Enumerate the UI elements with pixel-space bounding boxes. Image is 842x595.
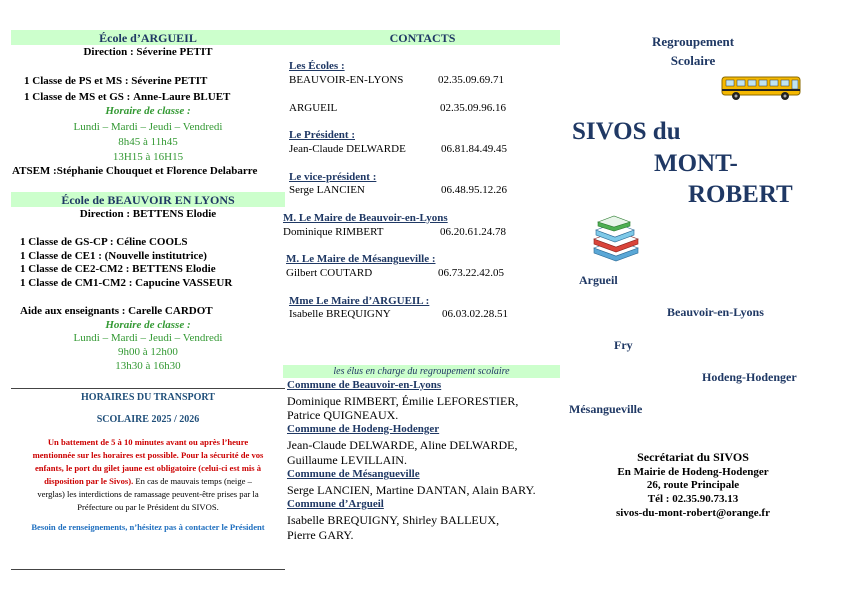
vice-president-name: Serge LANCIEN xyxy=(289,184,365,196)
commune-argueil-elus-1: Isabelle BREQUIGNY, Shirley BALLEUX, xyxy=(287,513,500,527)
beauvoir-aide: Aide aux enseignants : Carelle CARDOT xyxy=(20,305,213,317)
beauvoir-classe-2: 1 Classe de CE1 : (Nouvelle institutrice) xyxy=(20,250,207,262)
president-name: Jean-Claude DELWARDE xyxy=(289,143,406,155)
commune-beauvoir-heading: Commune de Beauvoir-en-Lyons xyxy=(287,379,442,391)
vice-president-heading: Le vice-président : xyxy=(289,171,377,183)
transport-weather-line-2: verglas) les interdictions de ramassage peuvent-être prises par la xyxy=(37,489,259,499)
commune-mesangueville-heading: Commune de Mésangueville xyxy=(287,468,420,480)
beauvoir-morning-hours: 9h00 à 12h00 xyxy=(118,346,178,358)
commune-argueil-heading: Commune d’Argueil xyxy=(287,498,384,510)
ecole-argueil-title: École d’ARGUEIL xyxy=(99,31,197,45)
regroupement-line-2: Scolaire xyxy=(670,53,716,68)
argueil-atsem: ATSEM :Stéphanie Chouquet et Florence Delabarre xyxy=(12,165,258,177)
village-beauvoir-en-lyons: Beauvoir-en-Lyons xyxy=(667,305,764,319)
maire-mesangueville-heading: M. Le Maire de Mésangueville : xyxy=(286,253,436,265)
secretariat-email: sivos-du-mont-robert@orange.fr xyxy=(616,507,770,519)
sivos-title-line-1: SIVOS du xyxy=(572,118,681,145)
transport-warning-line-3: enfants, le port du gilet jaune est obligatoire (celui-ci est mis à xyxy=(34,463,262,473)
argueil-classe-2 xyxy=(24,91,230,103)
secretariat-address-2: 26, route Principale xyxy=(646,479,740,491)
elus-title: les élus en charge du regroupement scolaire xyxy=(333,366,510,377)
argueil-morning-hours: 8h45 à 11h45 xyxy=(118,136,178,148)
secretariat-title: Secrétariat du SIVOS xyxy=(637,450,749,464)
maire-beauvoir-phone: 06.20.61.24.78 xyxy=(440,226,506,238)
argueil-afternoon-hours: 13H15 à 16H15 xyxy=(112,151,184,163)
classe-2-label: 1 Classe de MS et GS : xyxy=(24,91,131,103)
beauvoir-horaire-title: Horaire de classe : xyxy=(105,319,191,331)
transport-warning-line-2: mentionnée sur les horaires est possible. Pour la sécurité de vos xyxy=(32,450,264,460)
transport-weather-start: En cas de mauvais temps (neige – xyxy=(133,476,252,486)
transport-bottom-divider xyxy=(11,569,285,570)
village-hodeng-hodenger: Hodeng-Hodenger xyxy=(702,370,797,384)
argueil-classe-1 xyxy=(24,75,207,87)
transport-title-line-1: HORAIRES DU TRANSPORT xyxy=(81,392,215,403)
commune-hodeng-elus-2: Guillaume LEVILLAIN. xyxy=(287,453,407,467)
ecole-beauvoir-phone: 02.35.09.69.71 xyxy=(438,74,504,86)
transport-title-line-2: SCOLAIRE 2025 / 2026 xyxy=(96,414,200,425)
argueil-horaire-title: Horaire de classe : xyxy=(105,105,191,117)
ecole-beauvoir-title: École de BEAUVOIR EN LYONS xyxy=(61,193,235,207)
ecole-argueil-contact: ARGUEIL xyxy=(289,102,338,114)
commune-hodeng-elus-1: Jean-Claude DELWARDE, Aline DELWARDE, xyxy=(287,438,518,452)
maire-beauvoir-heading: M. Le Maire de Beauvoir-en-Lyons xyxy=(283,212,448,224)
beauvoir-afternoon-hours: 13h30 à 16h30 xyxy=(115,360,181,372)
maire-mesangueville-name: Gilbert COUTARD xyxy=(286,267,373,279)
president-phone: 06.81.84.49.45 xyxy=(441,143,507,155)
regroupement-line-1: Regroupement xyxy=(651,34,735,49)
books-stack-icon xyxy=(591,214,641,267)
sivos-title-line-2: MONT- xyxy=(654,150,738,177)
argueil-direction: Direction : Séverine PETIT xyxy=(83,46,213,58)
beauvoir-days: Lundi – Mardi – Jeudi – Vendredi xyxy=(73,332,223,344)
classe-1-teacher: Séverine PETIT xyxy=(131,75,208,87)
maire-argueil-heading: Mme Le Maire d’ARGUEIL : xyxy=(289,295,430,307)
commune-hodeng-heading: Commune de Hodeng-Hodenger xyxy=(287,423,440,435)
transport-weather-line-3: Préfecture ou par le Président du SIVOS. xyxy=(77,502,219,512)
beauvoir-classe-3: 1 Classe de CE2-CM2 : BETTENS Elodie xyxy=(20,263,216,275)
secretariat-address-1: En Mairie de Hodeng-Hodenger xyxy=(617,466,769,478)
secretariat-phone: Tél : 02.35.90.73.13 xyxy=(647,493,739,505)
classe-1-label: 1 Classe de PS et MS : xyxy=(24,75,129,87)
transport-warning-line-1: Un battement de 5 à 10 minutes avant ou après l’heure xyxy=(47,437,249,447)
maire-argueil-name: Isabelle BREQUIGNY xyxy=(289,308,391,320)
beauvoir-classe-4: 1 Classe de CM1-CM2 : Capucine VASSEUR xyxy=(20,277,233,289)
contacts-title: CONTACTS xyxy=(389,31,456,45)
commune-mesangueville-elus: Serge LANCIEN, Martine DANTAN, Alain BARY. xyxy=(287,483,536,497)
commune-argueil-elus-2: Pierre GARY. xyxy=(287,528,354,542)
ecoles-heading: Les Écoles : xyxy=(289,60,345,72)
transport-warning-line-4 xyxy=(11,476,285,486)
beauvoir-classe-1: 1 Classe de GS-CP : Céline COOLS xyxy=(20,236,188,248)
commune-beauvoir-elus-1: Dominique RIMBERT, Émilie LEFORESTIER, xyxy=(287,394,519,408)
school-bus-icon xyxy=(721,74,803,107)
vice-president-phone: 06.48.95.12.26 xyxy=(441,184,507,196)
ecole-beauvoir-contact: BEAUVOIR-EN-LYONS xyxy=(289,74,404,86)
village-fry: Fry xyxy=(614,338,633,352)
classe-2-teacher: Anne-Laure BLUET xyxy=(133,91,231,103)
argueil-days: Lundi – Mardi – Jeudi – Vendredi xyxy=(73,121,223,133)
maire-argueil-phone: 06.03.02.28.51 xyxy=(442,308,508,320)
transport-top-divider xyxy=(11,388,285,389)
ecole-argueil-phone: 02.35.09.96.16 xyxy=(440,102,506,114)
transport-help-text: Besoin de renseignements, n’hésitez pas à contacter le Président xyxy=(31,522,265,532)
commune-beauvoir-elus-2: Patrice QUIGNEAUX. xyxy=(287,408,399,422)
transport-warning-red-end: disposition par le Sivos). xyxy=(44,476,134,486)
beauvoir-direction: Direction : BETTENS Elodie xyxy=(79,208,217,220)
sivos-title-line-3: ROBERT xyxy=(688,181,793,208)
village-mesangueville: Mésangueville xyxy=(569,402,643,416)
maire-beauvoir-name: Dominique RIMBERT xyxy=(283,226,384,238)
president-heading: Le Président : xyxy=(289,129,355,141)
maire-mesangueville-phone: 06.73.22.42.05 xyxy=(438,267,504,279)
village-argueil: Argueil xyxy=(579,273,618,287)
